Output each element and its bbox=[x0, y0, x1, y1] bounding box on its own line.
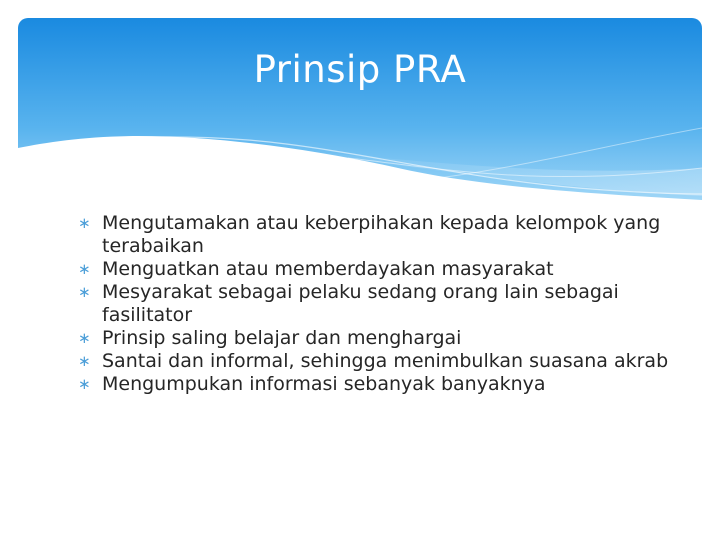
bullet-text: Mesyarakat sebagai pelaku sedang orang lain sebagai fasilitator bbox=[102, 281, 619, 326]
bullet-marker-icon: ∗ bbox=[78, 283, 91, 301]
bullet-item bbox=[78, 373, 678, 396]
slide-title: Prinsip PRA bbox=[253, 48, 467, 91]
bullet-marker-icon: ∗ bbox=[78, 260, 91, 278]
bullet-text: Menguatkan atau memberdayakan masyarakat bbox=[102, 258, 554, 280]
bullet-item bbox=[78, 212, 678, 258]
bullet-item bbox=[78, 327, 678, 350]
bullet-text: Mengumpukan informasi sebanyak banyaknya bbox=[102, 373, 546, 395]
bullet-text: Prinsip saling belajar dan menghargai bbox=[102, 327, 462, 349]
bullet-item bbox=[78, 258, 678, 281]
bullet-item bbox=[78, 350, 678, 373]
bullet-marker-icon: ∗ bbox=[78, 329, 91, 347]
bullet-text: Santai dan informal, sehingga menimbulkan suasana akrab bbox=[102, 350, 669, 372]
bullet-marker-icon: ∗ bbox=[78, 352, 91, 370]
bullet-item bbox=[78, 281, 678, 327]
bullet-marker-icon: ∗ bbox=[78, 214, 91, 232]
bullet-marker-icon: ∗ bbox=[78, 375, 91, 393]
header-banner bbox=[18, 18, 702, 200]
header-wave-graphic bbox=[18, 18, 702, 200]
bullet-text: Mengutamakan atau keberpihakan kepada kelompok yang terabaikan bbox=[102, 212, 661, 257]
bullet-list bbox=[78, 212, 678, 396]
